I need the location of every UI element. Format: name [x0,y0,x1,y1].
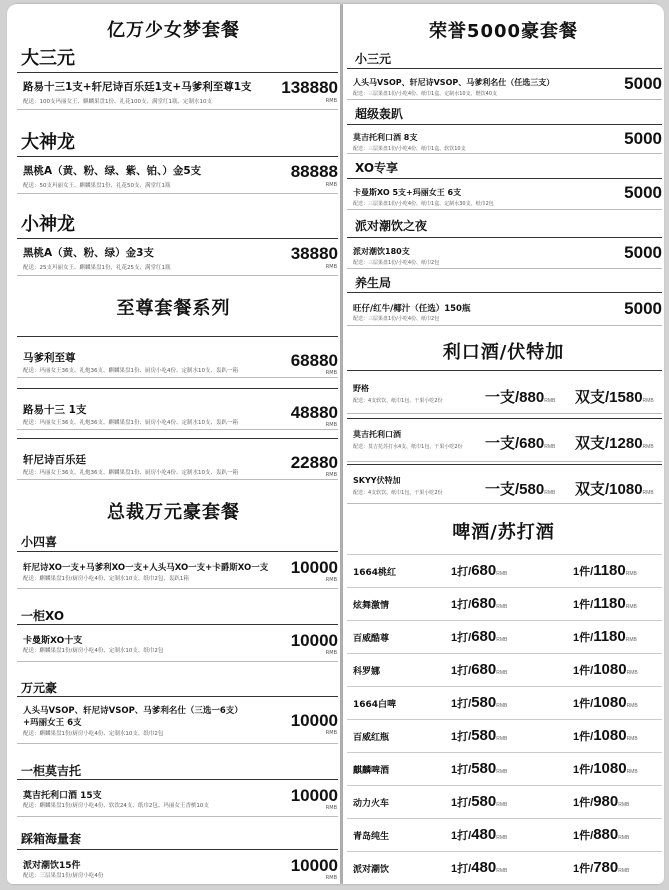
price-unit: RMB [325,422,337,428]
package-name: 旺仔/红牛/椰汁（任选）150瓶 [353,304,471,314]
beer-row[interactable] [347,620,662,653]
beer-case-price: 1件/1080RMB [573,694,638,711]
package-desc: 配送：麒麟果盘1份/厨房小吃4份、定制水10支、纸巾2包 [23,648,164,654]
beer-row[interactable] [347,818,662,851]
package-desc: 配送：三层果盘1份/小吃4份、纸巾1盒、定制水30支、纸巾2包 [353,201,494,207]
package-desc: 配送：麒麟果盘1份/厨房小吃4份、软饮24支、纸巾2包、玛丽女王香槟10支 [23,803,209,809]
beer-dozen-price: 1打/580RMB [451,694,508,711]
package-price: 10000 [290,631,338,650]
package-price: 10000 [290,856,338,875]
package-price: 5000 [624,243,662,262]
package-name: 轩尼诗XO一支+马爹利XO一支+人头马XO一支+卡爵斯XO一支 [23,563,269,573]
group-label-da-shen-long: 大神龙 [21,132,75,153]
package-card-xiao-si-xi[interactable] [17,551,338,589]
package-desc: 配送：麒麟果盘1份/厨房小吃4份、定制水10支、纸巾2包 [23,731,164,737]
left-menu-panel [7,4,340,884]
package-name: 马爹利至尊 [23,352,76,364]
group-label-da-san-yuan: 大三元 [21,48,75,69]
section-title-ceo: 总裁万元豪套餐 [107,502,240,523]
liquor-double-price: 双支/1080RMB [575,481,654,498]
beer-row[interactable] [347,719,662,752]
package-desc: 配送：麒麟果盘1份/厨房小吃4份、定制水10支、纸巾2包、轰趴1箱 [23,576,189,582]
beer-name: 科罗娜 [353,667,381,677]
package-price: 5000 [624,299,662,318]
package-desc: 配送：玛丽女王36支、礼炮36支、麒麟果盘1份、厨房小吃4份、定制水10支、轰趴一箱 [23,368,238,374]
beer-case-price: 1件/980RMB [573,793,630,810]
package-card-cai-xiang[interactable] [17,849,338,884]
group-label-health: 养生局 [355,276,392,290]
beer-case-price: 1件/1180RMB [573,628,637,645]
package-card-wan-yuan-hao[interactable] [17,696,338,744]
package-name: 路易十三1支+轩尼诗百乐廷1支+马爹利至尊1支 [23,81,252,93]
beer-row[interactable] [347,653,662,686]
package-price: 22880 [290,453,338,472]
beer-case-price: 1件/1180RMB [573,595,637,612]
package-desc: 配送：三层果盘1份/小吃4份、纸巾1盒、软饮10支 [353,146,466,152]
price-unit: RMB [325,577,337,583]
liquor-row-jager[interactable] [347,370,662,414]
group-label-super-party: 超级轰趴 [355,107,404,121]
package-name: 派对潮饮180支 [353,247,410,256]
group-label-party-night: 派对潮饮之夜 [355,219,428,233]
package-price: 5000 [624,74,662,93]
beer-row[interactable] [347,851,662,884]
beer-name: 1664白啤 [353,700,397,710]
liquor-desc: 配送：4支软饮、纸巾1包、干果小吃2份 [353,490,443,496]
package-card-xo-exclusive[interactable] [347,178,662,210]
section-title-beer-soda: 啤酒/苏打酒 [452,522,555,543]
package-name: 路易十三 1支 [23,404,87,416]
package-name: 莫吉托利口酒 8支 [353,133,418,142]
price-unit: RMB [325,805,337,811]
beer-case-price: 1件/1080RMB [573,727,638,744]
beer-case-price: 1件/1080RMB [573,760,638,777]
package-name: 卡曼斯XO 5支+玛丽女王 6支 [353,188,462,197]
section-title-liqueur-vodka: 利口酒/伏特加 [442,342,565,363]
package-desc: 配送：三层果盘1份/小吃4份、纸巾2包 [353,260,440,266]
package-name: 派对潮饮15件 [23,861,81,871]
package-card-da-shen-long[interactable] [17,156,338,194]
beer-case-price: 1件/780RMB [573,859,630,876]
package-name: 人头马VSOP、轩尼诗VSOP、马爹利名仕（三选一6支） [23,706,243,716]
beer-dozen-price: 1打/580RMB [451,793,508,810]
beer-row[interactable] [347,785,662,818]
beer-name: 百威红瓶 [353,733,390,743]
beer-name: 麒麟啤酒 [353,766,390,776]
price-unit: RMB [325,730,337,736]
package-price: 88888 [290,162,338,181]
beer-dozen-price: 1打/480RMB [451,859,508,876]
beer-name: 青岛纯生 [353,832,390,842]
package-price: 138880 [281,78,338,97]
beer-row[interactable] [347,686,662,719]
package-name-line2: +玛丽女王 6支 [23,718,82,728]
group-label-xiao-shen-long: 小神龙 [21,214,75,235]
beer-dozen-price: 1打/680RMB [451,595,508,612]
package-desc: 配送：50支玛丽女王、麒麟果盘1份、礼花50支、满堂红1瓶 [23,183,171,189]
package-desc: 配送：三层果盘1份/小吃4份、纸巾1盒、定制水10支、燃饮40支 [353,91,497,97]
beer-name: 1664桃红 [353,568,397,578]
package-price: 5000 [624,129,662,148]
liquor-double-price: 双支/1280RMB [575,435,654,452]
liquor-desc: 配送：莫吉托苏打水4支、纸巾1包、干果小吃2份 [353,444,463,450]
beer-name: 炫舞激情 [353,601,390,611]
package-card-yi-gui-mojito[interactable] [17,779,338,817]
group-label-xiao-si-xi: 小四喜 [21,535,58,549]
package-name: 莫吉托利口酒 15支 [23,791,102,801]
liquor-name: 莫吉托利口酒 [353,430,401,439]
package-card-louis-xiii[interactable] [17,388,338,430]
liquor-double-price: 双支/1580RMB [575,389,654,406]
section-title-supreme: 至尊套餐系列 [116,298,231,319]
beer-case-price: 1件/880RMB [573,826,630,843]
liquor-single-price: 一支/680RMB [485,435,556,452]
beer-dozen-price: 1打/680RMB [451,661,508,678]
package-price: 10000 [290,558,338,577]
beer-dozen-price: 1打/680RMB [451,628,508,645]
package-card-yi-gui-xo[interactable] [17,624,338,662]
price-unit: RMB [325,182,337,188]
beer-name: 派对潮饮 [353,865,390,875]
package-name: 人头马VSOP、轩尼诗VSOP、马爹利名仕（任选三支） [353,78,555,87]
package-desc: 配送：25支玛丽女王、麒麟果盘1份、礼花25支、满堂红1瓶 [23,265,171,271]
package-desc: 配送：玛丽女王36支、礼炮36支、麒麟果盘1份、厨房小吃4份、定制水10支、轰趴一箱 [23,470,238,476]
package-price: 38880 [290,244,338,263]
beer-dozen-price: 1打/580RMB [451,760,508,777]
group-label-wan-yuan-hao: 万元豪 [21,681,58,695]
package-desc: 配送：三层果盘1份/厨房小吃4份 [23,873,104,879]
section-title-honor-5000: 荣誉5000豪套餐 [428,21,579,42]
package-price: 10000 [290,786,338,805]
group-label-xiao-san-yuan: 小三元 [355,52,392,66]
price-unit: RMB [325,472,337,478]
package-name: 黑桃A（黄、粉、绿、紫、铂、）金5支 [23,165,202,177]
beer-row[interactable] [347,587,662,620]
beer-dozen-price: 1打/580RMB [451,727,508,744]
package-price: 5000 [624,183,662,202]
package-name: 卡曼斯XO十支 [23,636,83,646]
liquor-single-price: 一支/880RMB [485,389,556,406]
group-label-yi-gui-xo: 一柜XO [21,609,65,623]
beer-name: 动力火车 [353,799,390,809]
package-name: 轩尼诗百乐廷 [23,454,86,466]
package-desc: 配送：100支玛丽女王、麒麟果盘1份、礼花100支、满堂红1瓶、定制水10支 [23,99,212,105]
liquor-name: SKYY伏特加 [353,476,401,485]
package-name: 黑桃A（黄、粉、绿）金3支 [23,247,154,259]
price-unit: RMB [325,370,337,376]
liquor-row-skyy[interactable] [347,464,662,504]
package-card-xiao-san-yuan[interactable] [347,68,662,100]
package-card-health[interactable] [347,292,662,326]
package-card-da-san-yuan[interactable] [17,72,338,110]
price-unit: RMB [325,264,337,270]
group-label-cai-xiang: 踩箱海量套 [21,832,82,846]
package-desc: 配送：玛丽女王36支、礼炮36支、麒麟果盘1份、厨房小吃4份、定制水10支、轰趴一箱 [23,420,238,426]
package-desc: 配送：三层果盘1份/小吃4份、纸巾2包 [353,316,440,322]
package-card-xiao-shen-long[interactable] [17,238,338,276]
package-price: 68880 [290,351,338,370]
beer-case-price: 1件/1080RMB [573,661,638,678]
section-title-billion-dream: 亿万少女梦套餐 [107,20,240,41]
liquor-desc: 配送：4支软饮、纸巾1包、干果小吃2份 [353,398,443,404]
package-card-paradis[interactable] [17,438,338,480]
beer-dozen-price: 1打/680RMB [451,562,508,579]
beer-dozen-price: 1打/480RMB [451,826,508,843]
liquor-single-price: 一支/580RMB [485,481,556,498]
liquor-row-mojito[interactable] [347,418,662,462]
package-card-super-party[interactable] [347,124,662,154]
right-menu-panel [343,4,664,884]
beer-name: 百威酷尊 [353,634,390,644]
package-card-party-night[interactable] [347,237,662,269]
liquor-name: 野格 [353,384,369,393]
price-unit: RMB [325,875,337,881]
group-label-yi-gui-mojito: 一柜莫吉托 [21,764,82,778]
beer-row[interactable] [347,554,662,587]
package-card-martell-supreme[interactable] [17,336,338,378]
price-unit: RMB [325,98,337,104]
beer-row[interactable] [347,752,662,785]
price-unit: RMB [325,650,337,656]
package-price: 10000 [290,711,338,730]
group-label-xo-exclusive: XO专享 [355,161,399,175]
package-price: 48880 [290,403,338,422]
beer-case-price: 1件/1180RMB [573,562,637,579]
